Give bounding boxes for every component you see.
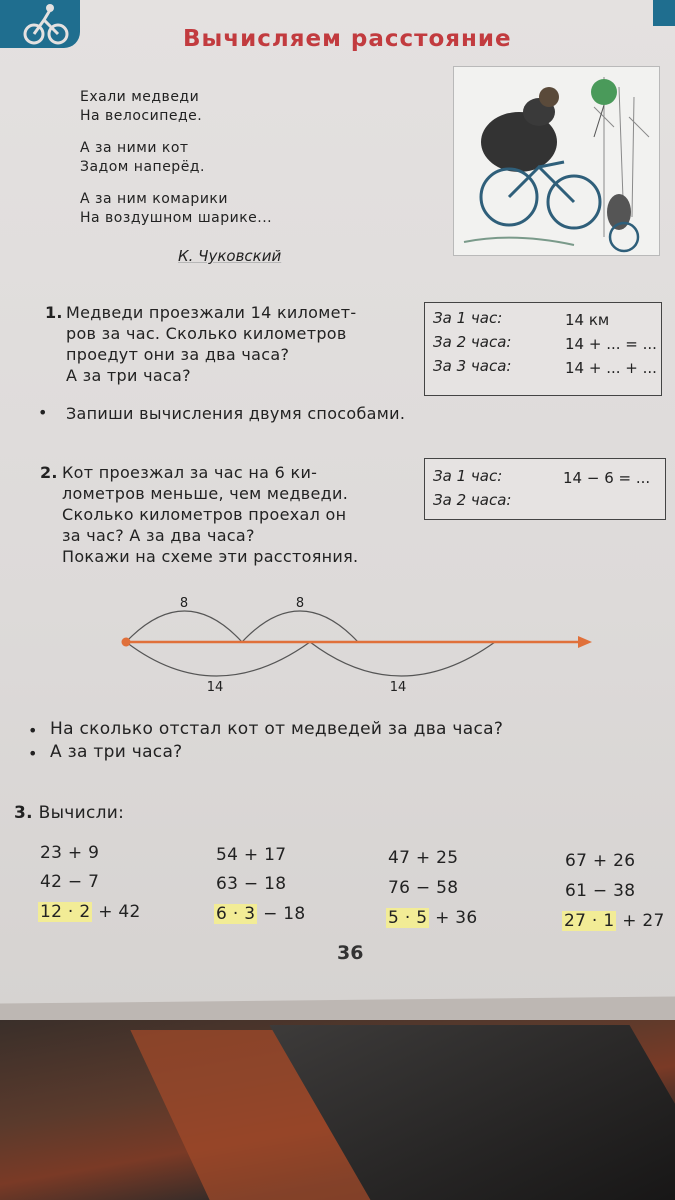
poem-line: А за ним комарики	[80, 191, 228, 207]
hint-value: 14 + ... + ...	[565, 359, 657, 377]
highlighted-term: 5 · 5	[388, 908, 428, 928]
expression: 54 + 17	[216, 845, 287, 865]
task-2-text	[62, 462, 358, 567]
task-line: А за три часа?	[66, 366, 191, 385]
bullet-dot: •	[28, 744, 38, 763]
poem-line: Ехали медведи	[80, 89, 200, 105]
bears-on-bicycle-illustration	[453, 66, 660, 256]
task-line: за час? А за два часа?	[62, 526, 255, 545]
expression-tail: − 18	[263, 904, 306, 924]
task-line: Медведи проезжали 14 километ-	[66, 303, 357, 322]
corner-badge-right	[653, 0, 675, 26]
task-3-header	[14, 803, 124, 824]
bear-arc-2	[310, 642, 495, 676]
bears-cycling-drawing	[454, 67, 659, 255]
poem-author	[178, 247, 281, 265]
hint-label: За 1 час:	[433, 309, 503, 327]
poem-stanza-2	[80, 139, 205, 177]
task-line: лометров меньше, чем медведи.	[62, 484, 349, 503]
expression: 47 + 25	[388, 848, 459, 868]
bear-label-1: 14	[206, 680, 224, 695]
bicycle-icon	[22, 2, 70, 46]
page-title: Вычисляем расстояние	[183, 26, 512, 52]
poem-stanza-1	[80, 88, 202, 126]
expression	[562, 911, 665, 931]
expression: 63 − 18	[216, 874, 287, 894]
cat-label-2: 8	[295, 596, 305, 611]
hint-value: 14 − 6 = ...	[563, 469, 651, 487]
bullet-dot: •	[38, 403, 48, 422]
highlighted-term: 12 · 2	[40, 902, 91, 922]
hint-value: 14 + ... = ...	[565, 335, 657, 353]
poem-line: А за ними кот	[80, 140, 189, 156]
hint-label: За 1 час:	[433, 467, 503, 485]
cat-arc-1	[126, 611, 242, 642]
poem-line: На велосипеде.	[80, 108, 203, 124]
task-1-number: 1.	[45, 303, 63, 322]
task-line: Кот проезжал за час на 6 ки-	[62, 463, 318, 482]
task-line: проедут они за два часа?	[66, 345, 290, 364]
expression: 67 + 26	[565, 851, 636, 871]
expression	[214, 904, 306, 924]
expression-tail: + 27	[622, 911, 665, 931]
task-2-number: 2.	[40, 463, 58, 482]
axis-arrow-icon	[578, 636, 592, 648]
cat-label-1: 8	[179, 596, 189, 611]
bear-label-2: 14	[389, 680, 407, 695]
task-3-number: 3.	[14, 803, 33, 823]
expression: 76 − 58	[388, 878, 459, 898]
bear-arc-1	[126, 642, 310, 676]
poem-stanza-3	[80, 190, 272, 228]
cat-arc-2	[242, 611, 358, 642]
hint-label: За 3 часа:	[433, 357, 512, 375]
task-3-heading: Вычисли:	[38, 803, 125, 823]
task-2-hint-box	[424, 458, 666, 520]
task-2-question-2: А за три часа?	[50, 742, 183, 762]
task-line: Сколько километров проехал он	[62, 505, 347, 524]
hint-value: 14 км	[565, 311, 610, 329]
expression-tail: + 42	[98, 902, 141, 922]
expression	[38, 902, 141, 922]
task-line: ров за час. Сколько километров	[66, 324, 347, 343]
distance-diagram	[0, 585, 675, 700]
start-point	[122, 638, 131, 647]
expression: 23 + 9	[40, 843, 100, 863]
task-1-hint-box	[424, 302, 662, 396]
page-number: 36	[337, 942, 364, 964]
hint-label: За 2 часа:	[433, 491, 512, 509]
poem-line: На воздушном шарике...	[80, 210, 273, 226]
task-2-question-1: На сколько отстал кот от медведей за два часа?	[50, 719, 504, 739]
bullet-dot: •	[28, 721, 38, 740]
bicycle-corner-badge	[0, 0, 80, 48]
task-1-instruction: Запиши вычисления двумя способами.	[66, 404, 406, 423]
highlighted-term: 6 · 3	[216, 904, 256, 924]
poem-line: Задом наперёд.	[80, 159, 205, 175]
expression: 61 − 38	[565, 881, 636, 901]
expression	[386, 908, 478, 928]
expression-tail: + 36	[435, 908, 478, 928]
hint-label: За 2 часа:	[433, 333, 512, 351]
task-line: Покажи на схеме эти расстояния.	[62, 547, 359, 566]
expression: 42 − 7	[40, 872, 100, 892]
author-name: К. Чуковский	[178, 247, 282, 265]
task-1-text	[66, 302, 356, 386]
highlighted-term: 27 · 1	[564, 911, 615, 931]
